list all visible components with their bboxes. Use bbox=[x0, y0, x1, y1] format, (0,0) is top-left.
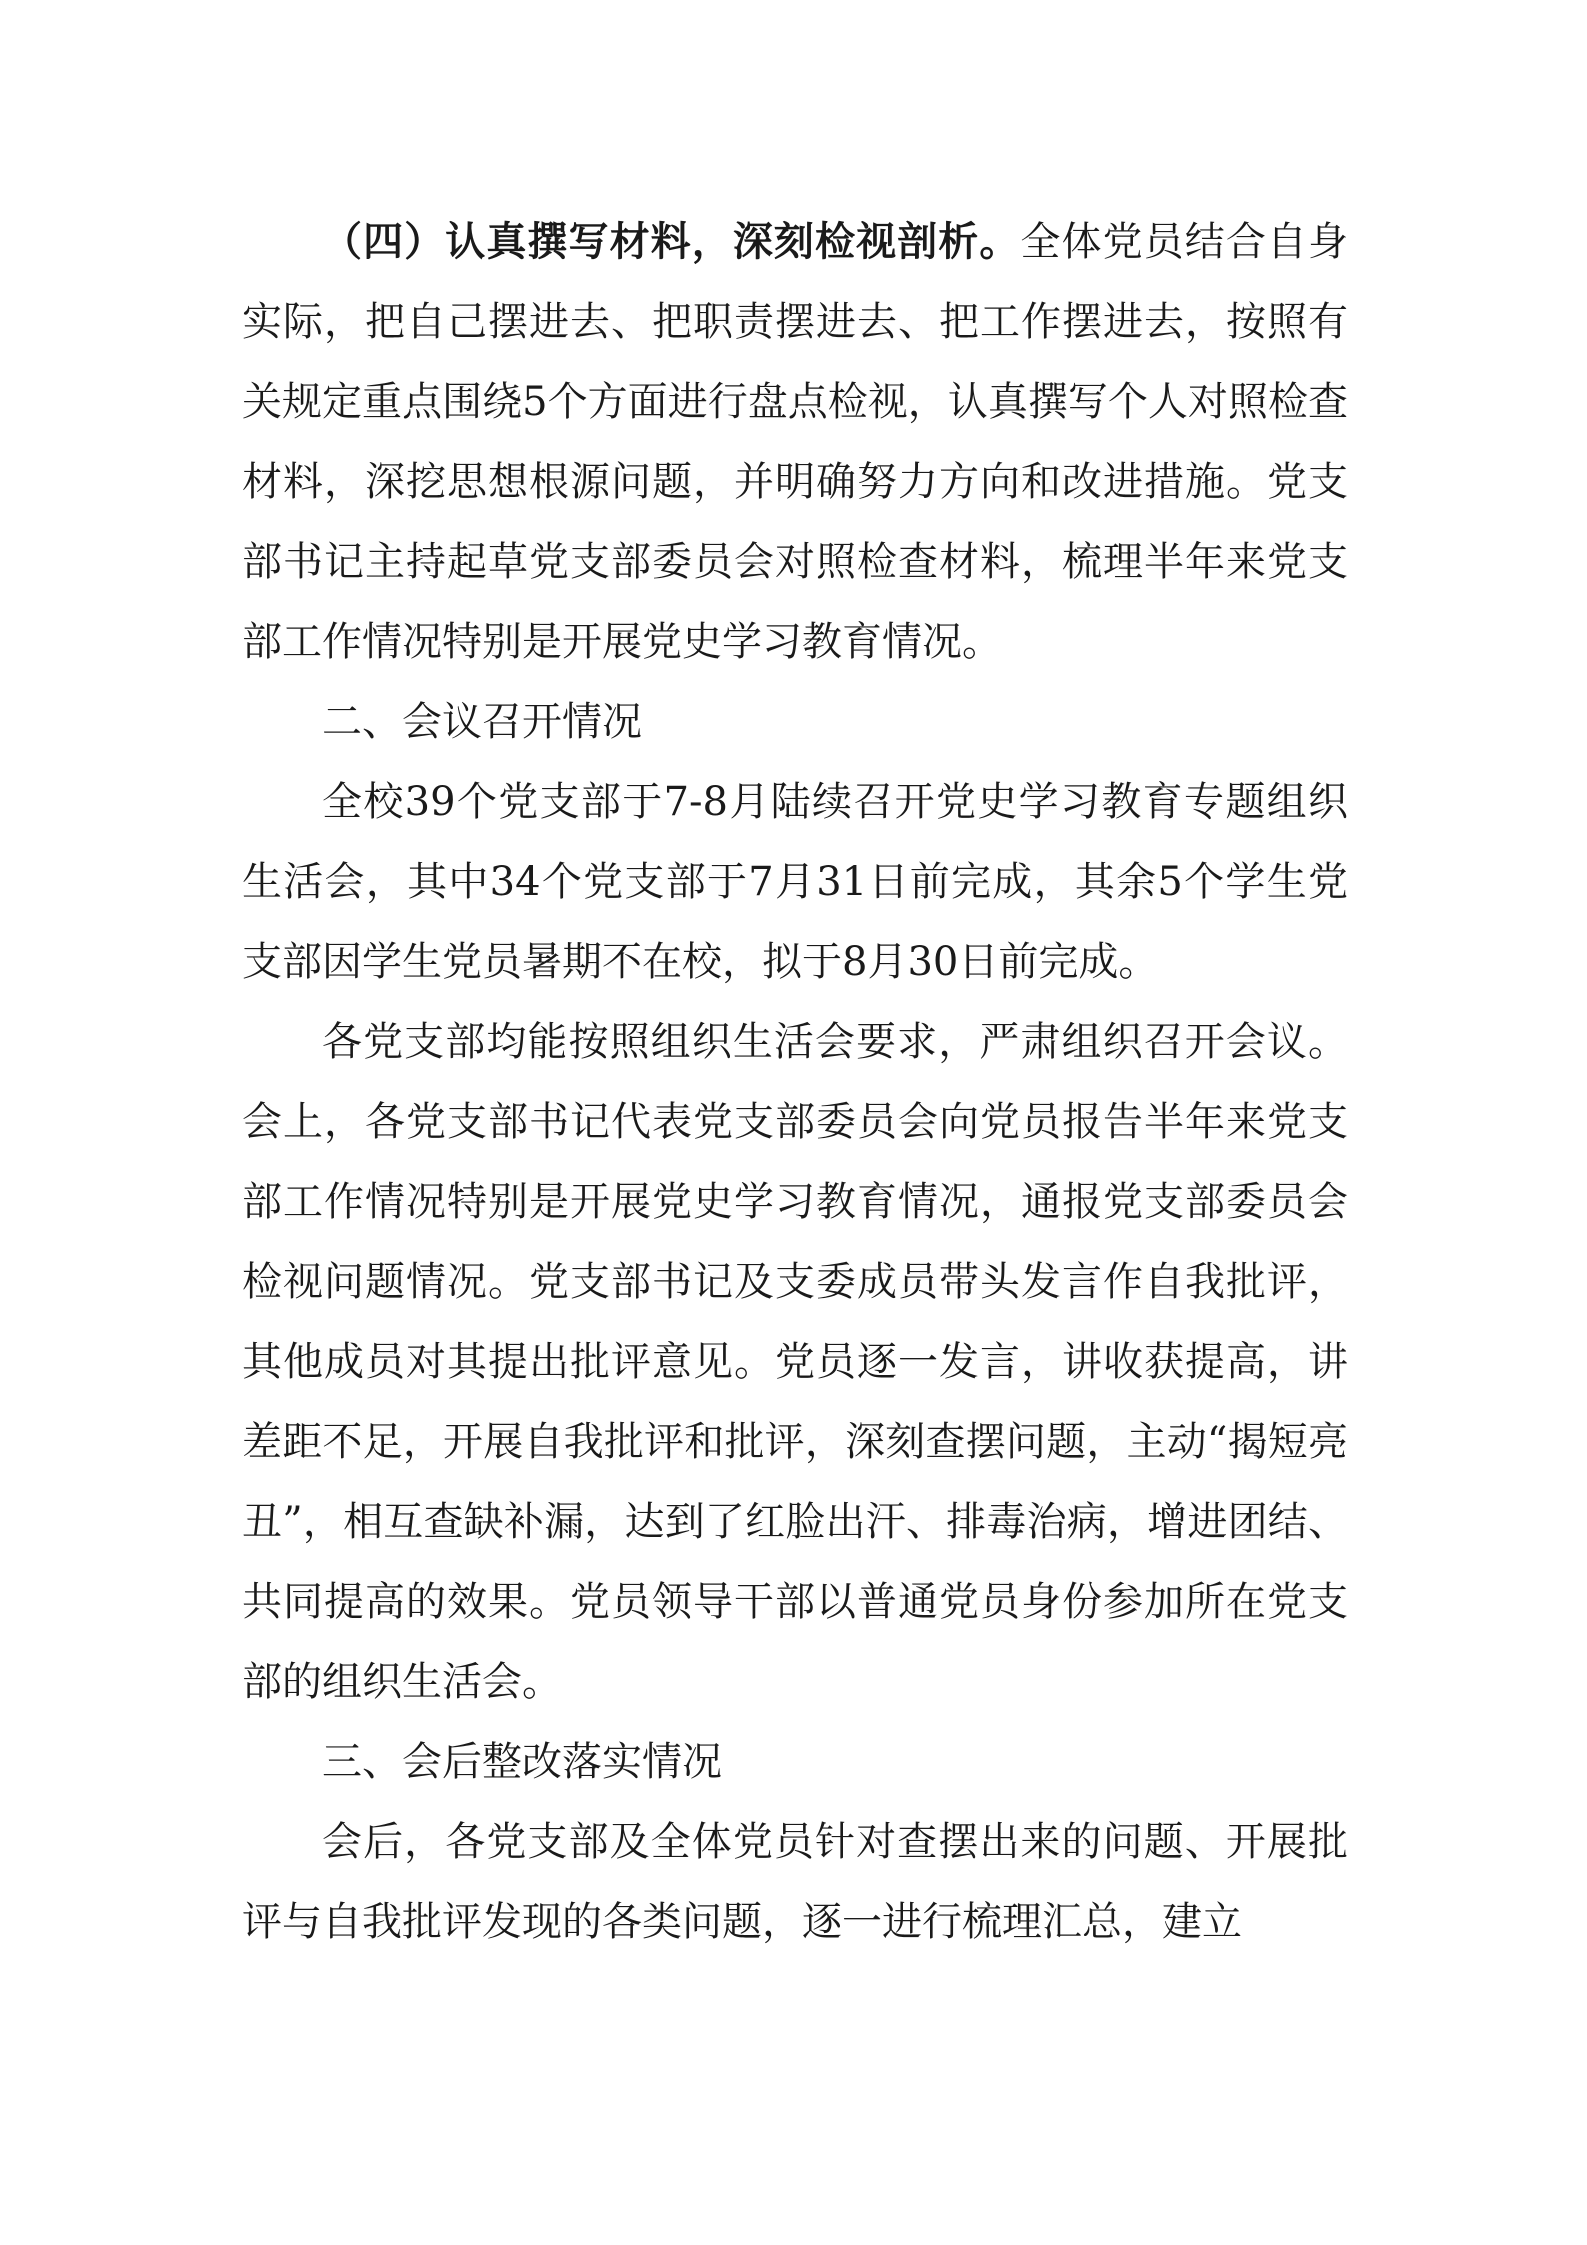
paragraph-lead-heading: （四）认真撰写材料，深刻检视剖析。 bbox=[322, 218, 1021, 265]
paragraph-meeting-process: 各党支部均能按照组织生活会要求，严肃组织召开会议。会上，各党支部书记代表党支部委员会向党员报告半年来党支部工作情况特别是开展党史学习教育情况，通报党支部委员会检视问题情况。党支部书记及支委成员带头发言作自我批评，其他成员对其提出批评意见。党员逐一发言，讲收获提高，讲差距不足，开展自我批评和批评，深刻查摆问题，主动“揭短亮丑”，相互查缺补漏，达到了红脸出汗、排毒治病，增进团结、共同提高的效果。党员领导干部以普通党员身份参加所在党支部的组织生活会。 bbox=[242, 1019, 1348, 1705]
section-heading-meeting: 二、会议召开情况 bbox=[322, 699, 642, 745]
section-heading-rectification: 三、会后整改落实情况 bbox=[322, 1739, 722, 1785]
paragraph-rectification: 会后，各党支部及全体党员针对查摆出来的问题、开展批评与自我批评发现的各类问题，逐一进行梳理汇总，建立 bbox=[242, 1819, 1348, 1945]
paragraph-text: 全体党员结合自身实际，把自己摆进去、把职责摆进去、把工作摆进去，按照有关规定重点围绕5个方面进行盘点检视，认真撰写个人对照检查材料，深挖思想根源问题，并明确努力方向和改进措施。党支部书记主持起草党支部委员会对照检查材料，梳理半年来党支部工作情况特别是开展党史学习教育情况。 bbox=[242, 219, 1349, 665]
paragraph-meeting-schedule: 全校39个党支部于7-8月陆续召开党史学习教育专题组织生活会，其中34个党支部于7月31日前完成，其余5个学生党支部因学生党员暑期不在校，拟于8月30日前完成。 bbox=[242, 779, 1348, 985]
document-body bbox=[242, 202, 1348, 1962]
paragraph-review-materials bbox=[242, 202, 1348, 682]
